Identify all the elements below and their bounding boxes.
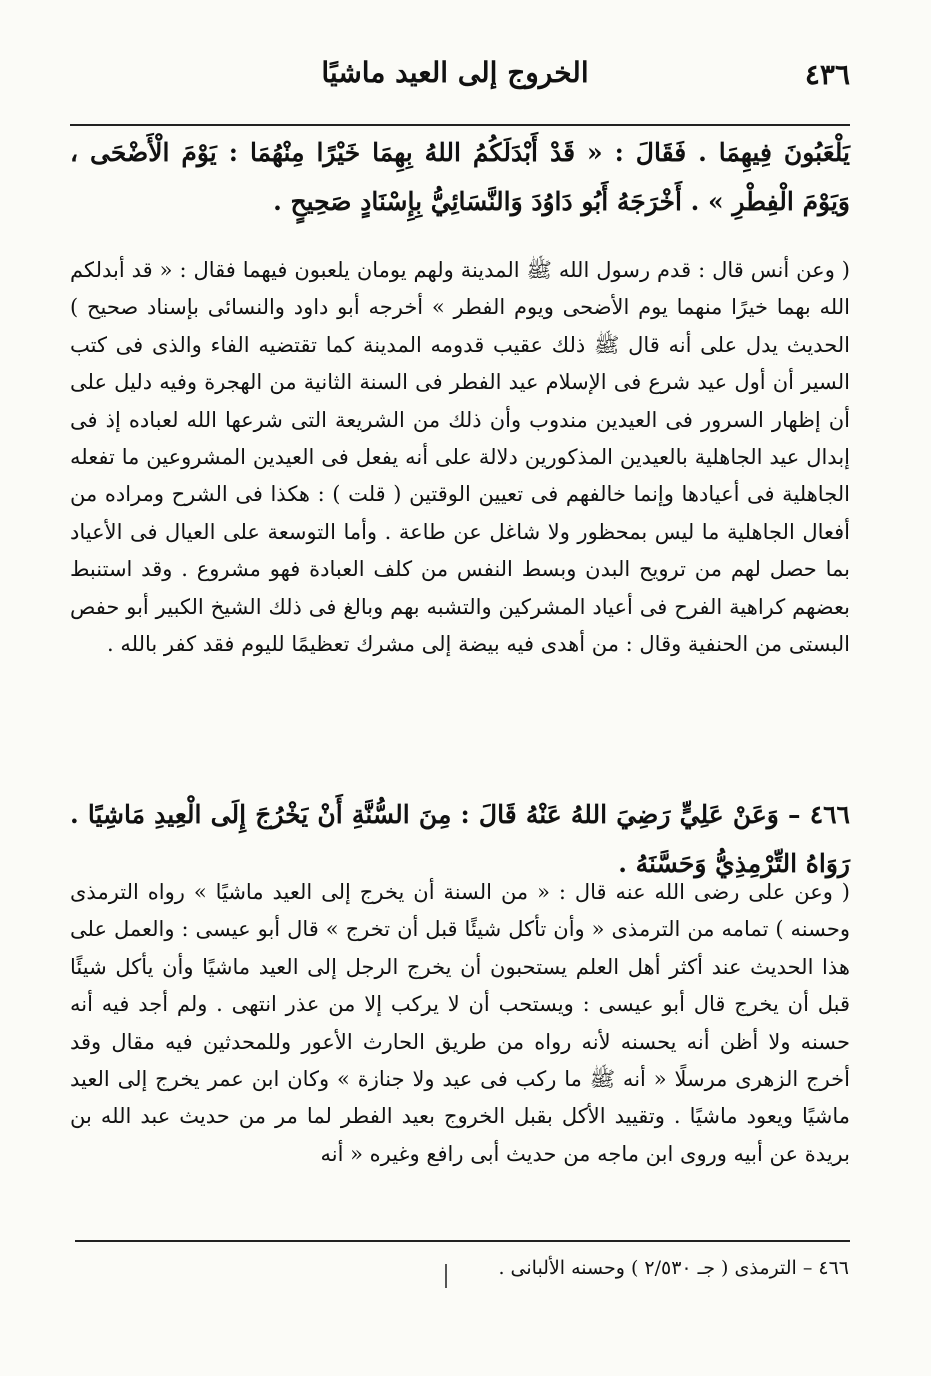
footnote: ٤٦٦ – الترمذى ( جـ ٢/٥٣٠ ) وحسنه الألبانى .: [498, 1257, 849, 1279]
hadith-465-text: يَلْعَبُونَ فِيهِمَا . فَقَالَ : « قَدْ أَبْدَلَكُمُ اللهُ بِهِمَا خَيْرًا مِنْهُمَا : يَوْمَ الْأَضْحَى ، وَيَوْمَ الْفِطْرِ » . أَخْرَجَهُ أَبُو دَاوُدَ وَالنَّسَائِيُّ بِإِسْنَادٍ صَحِيحٍ .: [70, 138, 850, 216]
hadith-466-text: ٤٦٦ – وَعَنْ عَلِيٍّ رَضِيَ اللهُ عَنْهُ قَالَ : مِنَ السُّنَّةِ أَنْ يَخْرُجَ إِلَى الْعِيدِ مَاشِيًا . رَوَاهُ التِّرْمِذِيُّ وَحَسَّنَهُ .: [70, 800, 850, 878]
page-number: ٤٣٦: [804, 58, 850, 91]
running-title: الخروج إلى العيد ماشيًا: [321, 56, 589, 89]
commentary-465-text: ( وعن أنس قال : قدم رسول الله ﷺ المدينة ولهم يومان يلعبون فيهما فقال : « قد أبدلكم الله بهما خيرًا منهما يوم الأضحى ويوم الفطر » أخرجه أبو داود والنسائى بإسناد صحيح ) الحديث يدل على أنه قال ﷺ ذلك عقيب قدومه المدينة كما تقتضيه الفاء والذى فى كتب السير أن أول عيد شرع فى الإسلام عيد الفطر فى السنة الثانية من الهجرة وفيه دليل على أن إظهار السرور فى العيدين مندوب وأن ذلك من الشريعة التى شرعها الله لعباده إذ فى إبدال عيد الجاهلية بالعيدين المذكورين دلالة على أنه يفعل فى العيدين المشروعين ما تفعله الجاهلية فى أعيادها وإنما خالفهم فى تعيين الوقتين ( قلت ) : هكذا فى الشرح ومراده من أفعال الجاهلية ما ليس بمحظور ولا شاغل عن طاعة . وأما التوسعة على العيال فى الأعياد بما حصل لهم من ترويح البدن وبسط النفس من كلف العبادة فهو مشروع . وقد استنبط بعضهم كراهية الفرح فى أعياد المشركين والتشبه بهم وبالغ فى ذلك الشيخ الكبير أبو حفص البستى من الحنفية وقال : من أهدى فيه بيضة إلى مشرك تعظيمًا لليوم فقد كفر بالله .: [70, 258, 850, 657]
scan-mark: [445, 1264, 447, 1288]
footnote-rule: [75, 1240, 850, 1242]
page-header: [70, 52, 850, 104]
commentary-466-text: ( وعن على رضى الله عنه قال : « من السنة أن يخرج إلى العيد ماشيًا » رواه الترمذى وحسنه ) تمامه من الترمذى « وأن تأكل شيئًا قبل أن تخرج » قال أبو عيسى : والعمل على هذا الحديث عند أكثر أهل العلم يستحبون أن يخرج الرجل إلى العيد ماشيًا وأن يأكل شيئًا قبل أن يخرج قال أبو عيسى : ويستحب أن لا يركب إلا من عذر انتهى . ولم أجد فيه أنه حسنه ولا أظن أنه يحسنه لأنه رواه من طريق الحارث الأعور وللمحدثين فيه مقال وقد أخرج الزهرى مرسلًا « أنه ﷺ ما ركب فى عيد ولا جنازة » وكان ابن عمر يخرج إلى العيد ماشيًا ويعود ماشيًا . وتقييد الأكل بقبل الخروج بعيد الفطر لما مر من حديث عبد الله بن بريدة عن أبيه وروى ابن ماجه من حديث أبى رافع وغيره « أنه: [70, 880, 850, 1166]
header-rule: [70, 124, 850, 126]
